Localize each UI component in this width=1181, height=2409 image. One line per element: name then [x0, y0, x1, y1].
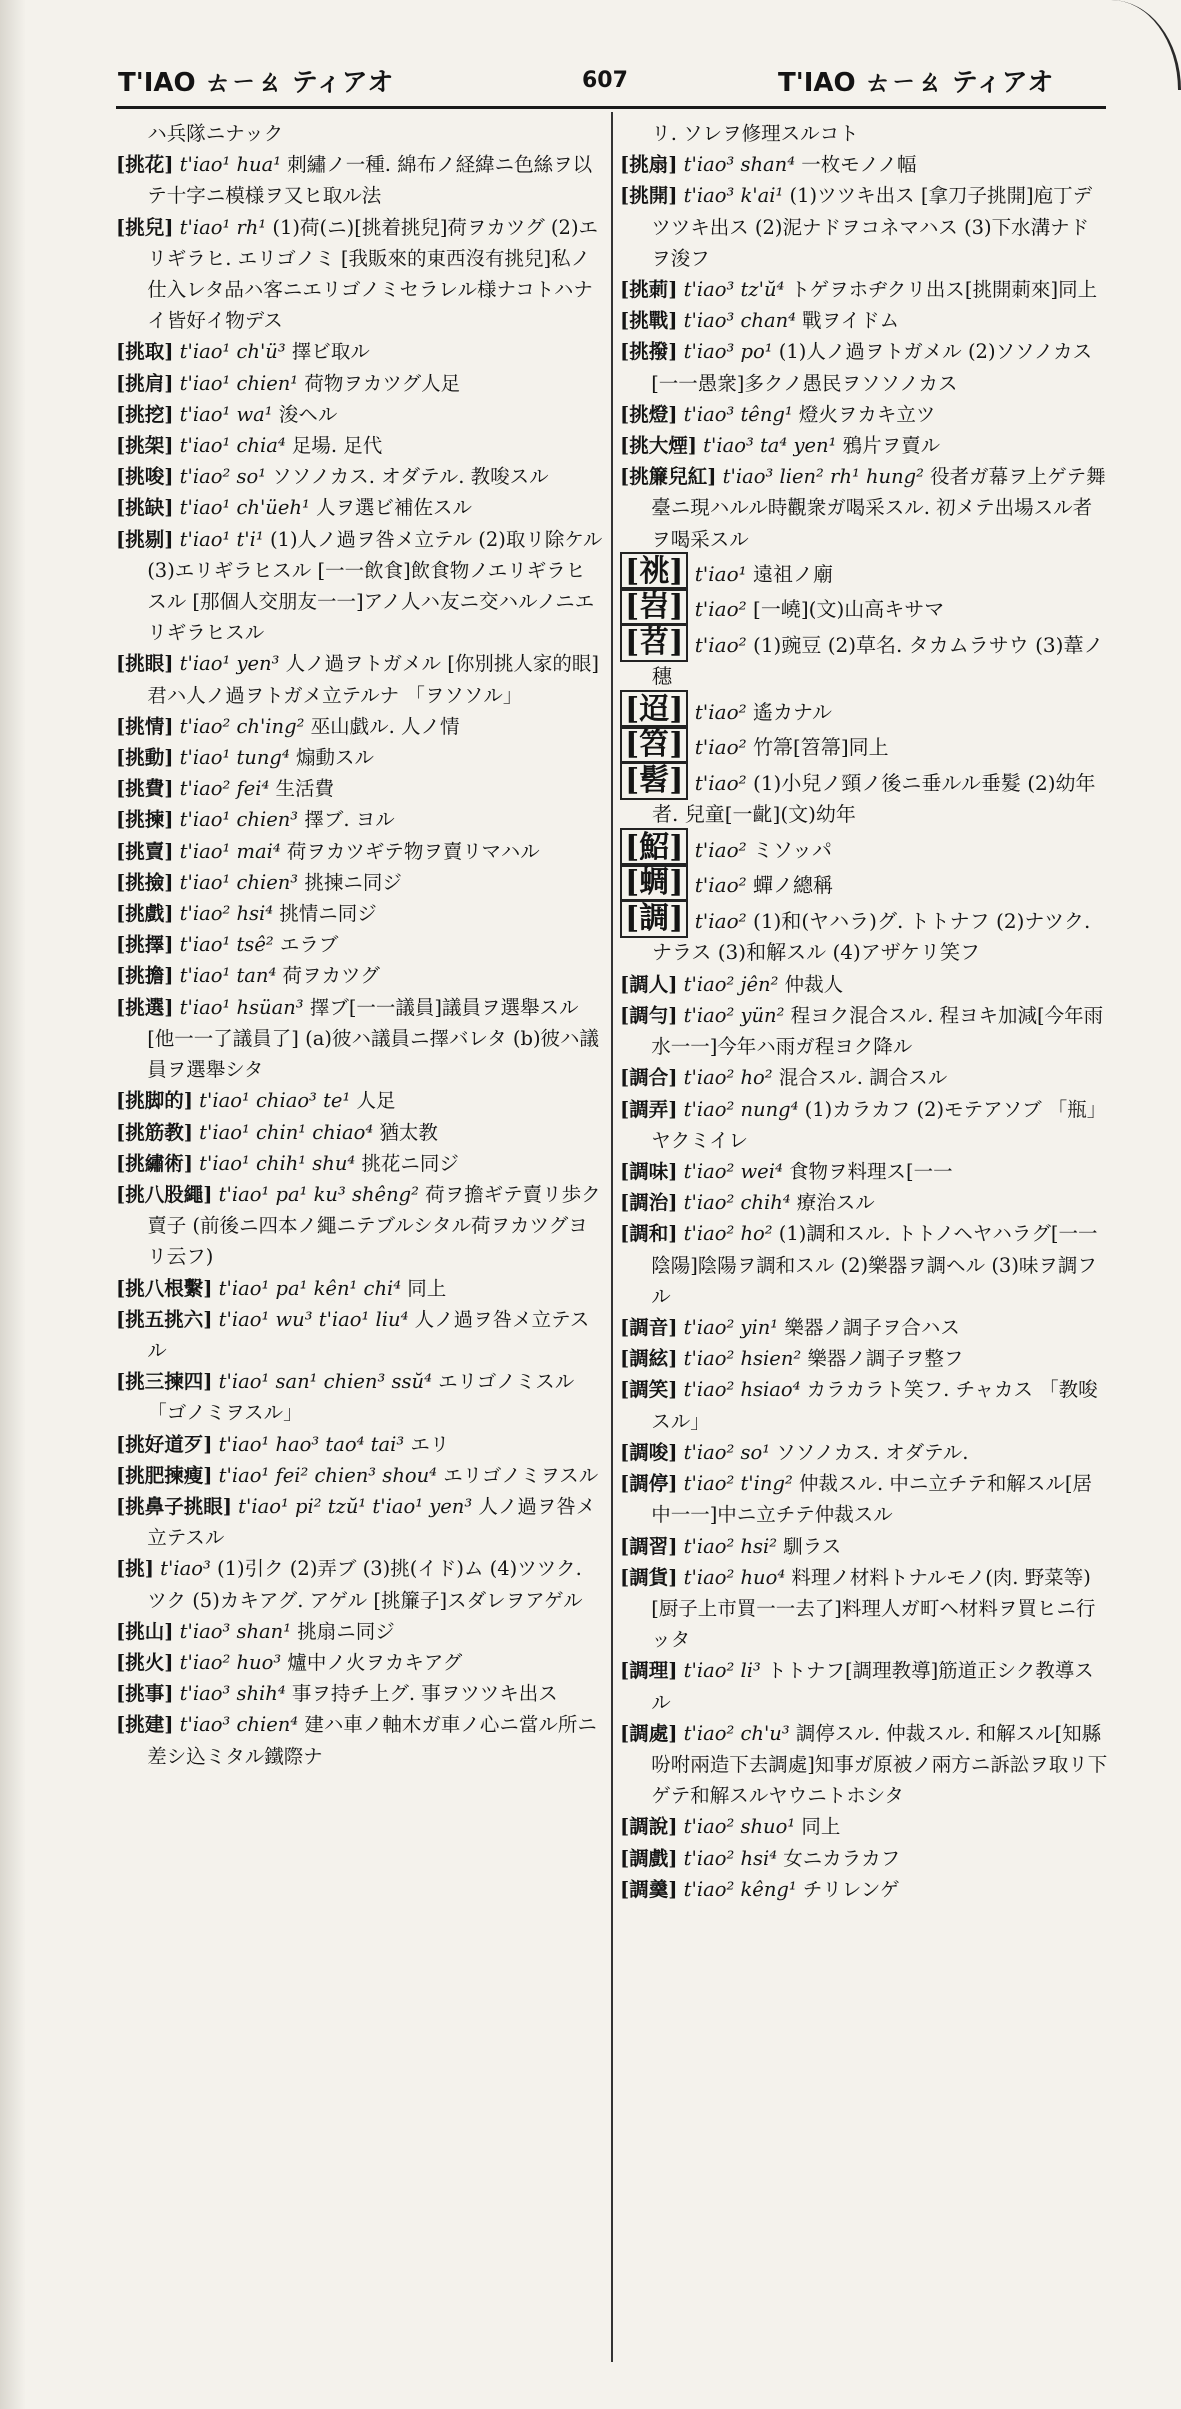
dictionary-entry [116, 960, 604, 991]
entry-romanization: t'iao¹ t'i¹ [179, 527, 264, 551]
entry-romanization: t'iao³ shan¹ [179, 1619, 292, 1643]
entry-headword: [調羹] [620, 1877, 678, 1901]
entry-romanization: t'iao¹ rh¹ [179, 215, 267, 239]
entry-headword: [挑筋教] [116, 1120, 193, 1144]
entry-gloss: 蟬ノ總稱 [753, 873, 834, 898]
entry-continuation: ハ兵隊ニナック [147, 122, 284, 145]
dictionary-entry [620, 1655, 1108, 1717]
dictionary-entry [116, 524, 604, 649]
entry-headword: [挑簾兒紅] [620, 465, 717, 489]
dictionary-entry [116, 492, 604, 523]
entry-romanization: t'iao³ chan⁴ [683, 309, 796, 333]
dictionary-entry [620, 1531, 1108, 1562]
entry-headword: [調說] [620, 1815, 678, 1839]
dictionary-entry [620, 180, 1108, 274]
dictionary-entry [116, 1647, 604, 1678]
entry-gloss: 生活費 [275, 777, 335, 801]
entry-gloss: 人足 [356, 1089, 396, 1113]
entry-headword: [挑開] [620, 184, 678, 208]
entry-gloss: 挑情ニ同ジ [279, 902, 377, 926]
entry-gloss: 一枚モノノ幅 [801, 153, 917, 177]
entry-romanization: t'iao¹ tan⁴ [179, 964, 277, 988]
entry-romanization: t'iao³ lien² rh¹ hung² [722, 465, 924, 489]
entry-headword: [挑缺] [116, 496, 174, 520]
entry-gloss: 爐中ノ火ヲカキアグ [287, 1650, 463, 1674]
entry-gloss: 遙カナル [753, 699, 833, 724]
entry-gloss: 巫山戯ル. 人ノ情 [310, 714, 460, 738]
entry-gloss: 遠祖ノ廟 [753, 561, 834, 586]
entry-gloss: トトナフ[調理教導]筋道正シク教導スル [651, 1659, 1094, 1714]
entry-headword: [挑肩] [116, 371, 174, 395]
entry-romanization: t'iao¹ chien³ [179, 808, 299, 832]
page-number: 607 [582, 68, 628, 93]
dictionary-entry [620, 693, 1108, 729]
entry-gloss: 事ヲ持チ上グ. 事ヲツツキ出ス [291, 1682, 558, 1706]
header-rule [116, 106, 1106, 109]
entry-gloss: 荷ヲ擔ギテ賣リ歩ク賣子 (前後ニ四本ノ繩ニテブルシタル荷ヲカツグヨリ云フ) [147, 1182, 601, 1269]
entry-romanization: t'iao² [694, 837, 747, 862]
entry-headword: [挑八根繫] [116, 1276, 213, 1300]
entry-gloss: 荷物ヲカツグ人足 [304, 371, 461, 395]
dictionary-entry [116, 898, 604, 929]
entry-headword: [挑擇] [116, 933, 174, 957]
entry-gloss: 同上 [407, 1276, 447, 1300]
entry-romanization: t'iao² ho² [683, 1222, 773, 1246]
entry-romanization: t'iao³ k'ai¹ [683, 184, 784, 208]
entry-headword: [調唆] [620, 1440, 678, 1464]
entry-gloss: チリレンゲ [802, 1877, 900, 1901]
entry-gloss: 役者ガ幕ヲ上ゲテ舞臺ニ現ハルル時觀衆ガ喝采スル. 初メテ出場スル者ヲ喝采スル [651, 465, 1106, 551]
entry-romanization: t'iao² ho² [683, 1066, 773, 1090]
entry-headword: [挑肥揀瘦] [116, 1463, 213, 1487]
entry-headword: [挑選] [116, 995, 174, 1019]
dictionary-entry [620, 1343, 1108, 1374]
dictionary-entry [620, 1312, 1108, 1343]
entry-romanization: t'iao¹ chien³ [179, 870, 299, 894]
right-column [620, 118, 1108, 1905]
entry-headword: [挑扇] [620, 153, 678, 177]
entry-headword: [挑兒] [116, 215, 174, 239]
entry-headword: [挑花] [116, 153, 174, 177]
dictionary-entry [620, 902, 1108, 969]
entry-headword: [調弄] [620, 1097, 678, 1121]
entry-gloss: (1)カラカフ (2)モテアソブ 「瓶」ヤクミイレ [651, 1097, 1107, 1152]
entry-gloss: エリ [410, 1432, 450, 1456]
entry-romanization: t'iao¹ wa¹ [179, 402, 273, 426]
entry-headword: [挑莿] [620, 278, 678, 302]
entry-headword: [調笑] [620, 1378, 678, 1402]
entry-headword: [挑戲] [116, 902, 174, 926]
entry-headword: [調理] [620, 1659, 678, 1683]
entry-gloss: (1)豌豆 (2)草名. タカムラサウ (3)葦ノ穗 [652, 632, 1104, 689]
dictionary-entry [620, 831, 1108, 867]
dictionary-entry [116, 742, 604, 773]
entry-headword: [挑好道歹] [116, 1432, 213, 1456]
entry-gloss: トゲヲホヂクリ出ス[挑開莿來]同上 [790, 278, 1098, 302]
entry-romanization: t'iao² yin¹ [683, 1316, 779, 1340]
entry-gloss: 荷ヲカツギテ物ヲ賣リマハル [286, 839, 540, 863]
entry-romanization: t'iao² so¹ [179, 465, 267, 489]
dictionary-entry [620, 274, 1108, 305]
dictionary-entry [116, 1148, 604, 1179]
dictionary-entry [116, 804, 604, 835]
entry-gloss: 刺繡ノ一種. 綿布ノ経緯ニ色絲ヲ以テ十字ニ模様ヲ又ヒ取ル法 [147, 153, 593, 208]
entry-gloss: 猶太教 [379, 1120, 438, 1144]
entry-headword: [鮉] [620, 828, 688, 867]
dictionary-entry [116, 1304, 604, 1366]
entry-gloss: 足場. 足代 [291, 434, 383, 458]
entry-headword: [挑脚的] [116, 1089, 193, 1113]
entry-headword: [祧] [620, 552, 688, 591]
dictionary-entry [620, 1718, 1108, 1812]
entry-romanization: t'iao¹ pi² tzŭ¹ t'iao¹ yen³ [238, 1494, 473, 1518]
entry-gloss: 挑花ニ同ジ [361, 1151, 459, 1175]
entry-romanization: t'iao¹ chih¹ shu⁴ [199, 1151, 356, 1175]
entry-gloss: 女ニカラカフ [783, 1846, 901, 1870]
entry-gloss: 人ヲ選ビ補佐スル [316, 496, 473, 520]
entry-headword: [挑唆] [116, 465, 174, 489]
entry-headword: [挑山] [116, 1619, 174, 1643]
page-binding-shadow [0, 0, 26, 2409]
entry-romanization: t'iao¹ [694, 561, 747, 586]
entry-romanization: t'iao² huo⁴ [683, 1565, 786, 1589]
dictionary-entry [116, 336, 604, 367]
dictionary-entry [116, 929, 604, 960]
entry-romanization: t'iao³ têng¹ [683, 402, 793, 426]
entry-gloss: [一嶢](文)山高キサマ [753, 597, 945, 622]
left-column [116, 118, 604, 1772]
entry-gloss: 混合スル. 調合スル [778, 1066, 948, 1090]
entry-headword: [挑撥] [620, 340, 678, 364]
entry-gloss: (1)調和スル. トトノヘヤハラグ[一一陰陽]陰陽ヲ調和スル (2)樂器ヲ調ヘル (3)味ヲ調フル [651, 1222, 1098, 1308]
entry-headword: [調貨] [620, 1565, 678, 1589]
dictionary-entry [116, 368, 604, 399]
entry-romanization: t'iao² [694, 632, 747, 657]
entry-gloss: エリゴノミスル 「ゴノミヲスル」 [147, 1370, 575, 1425]
dictionary-entry [116, 1709, 604, 1771]
entry-gloss: 鴉片ヲ賣ル [842, 434, 941, 458]
entry-romanization: t'iao² kêng¹ [683, 1877, 797, 1901]
entry-romanization: t'iao¹ fei² chien³ shou⁴ [218, 1463, 437, 1487]
entry-headword: [調勻] [620, 1004, 678, 1028]
entry-headword: [挑三揀四] [116, 1370, 213, 1394]
entry-headword: [挑大煙] [620, 434, 697, 458]
entry-romanization: t'iao² wei⁴ [683, 1160, 783, 1184]
dictionary-entry [620, 1094, 1108, 1156]
entry-romanization: t'iao² ch'ing² [179, 714, 305, 738]
entry-romanization: t'iao¹ chin¹ chiao⁴ [199, 1120, 374, 1144]
entry-gloss: カラカラト笑フ. チャカス 「教唆スル」 [651, 1378, 1098, 1433]
entry-romanization: t'iao² fei⁴ [179, 777, 270, 801]
entry-headword: [挑取] [116, 340, 174, 364]
entry-gloss: 浚ヘル [278, 402, 338, 426]
entry-continuation: リ. ソレヲ修理スルコト [651, 122, 859, 145]
entry-gloss: 建ハ車ノ軸木ガ車ノ心ニ當ル所ニ差シ込ミタル鐵際ナ [147, 1713, 597, 1768]
entry-gloss: 仲裁人 [784, 972, 844, 996]
entry-romanization: t'iao¹ san¹ chien³ ssŭ⁴ [218, 1370, 432, 1394]
dictionary-entry [116, 1553, 604, 1615]
entry-romanization: t'iao¹ yen³ [179, 652, 280, 676]
dictionary-entry [116, 836, 604, 867]
entry-gloss: 仲裁スル. 中ニ立チテ和解スル[居中一一]中ニ立チテ仲裁スル [651, 1472, 1092, 1527]
entry-romanization: t'iao² hsien² [683, 1347, 802, 1371]
entry-romanization: t'iao² hsi⁴ [179, 902, 274, 926]
dictionary-entry [116, 212, 604, 337]
entry-headword: [挑剔] [116, 527, 174, 551]
dictionary-entry [620, 1843, 1108, 1874]
entry-romanization: t'iao¹ ch'üeh¹ [179, 496, 310, 520]
dictionary-entry [116, 1678, 604, 1709]
dictionary-entry [620, 1156, 1108, 1187]
entry-headword: [挑費] [116, 777, 174, 801]
dictionary-entry [620, 336, 1108, 398]
dictionary-entry [620, 1811, 1108, 1842]
entry-romanization: t'iao² [694, 735, 747, 760]
entry-romanization: t'iao² ch'u³ [683, 1721, 790, 1745]
entry-romanization: t'iao¹ wu³ t'iao¹ liu⁴ [218, 1307, 409, 1331]
entry-romanization: t'iao² nung⁴ [683, 1097, 799, 1121]
dictionary-entry [620, 555, 1108, 591]
entry-gloss: エラブ [279, 933, 339, 957]
dictionary-entry [116, 648, 604, 710]
entry-headword: [挑架] [116, 434, 174, 458]
entry-headword: [岧] [620, 587, 688, 626]
dictionary-entry [116, 711, 604, 742]
dictionary-entry [116, 1117, 604, 1148]
dictionary-entry [620, 1000, 1108, 1062]
entry-romanization: t'iao² yün² [683, 1004, 785, 1028]
entry-headword: [挑燈] [620, 402, 678, 426]
entry-headword: [挑擔] [116, 964, 174, 988]
dictionary-entry [620, 1437, 1108, 1468]
dictionary-entry [620, 969, 1108, 1000]
entry-gloss: (1)人ノ過ヲ咎メ立テル (2)取リ除ケル (3)エリギラヒスル [一一飲食]飲食物ノエリギラヒスル [那個人交朋友一一]アノ人ハ友ニ交ハルノニエリギラヒスル [147, 527, 603, 645]
entry-gloss: 煽動スル [295, 746, 374, 770]
entry-headword: [調停] [620, 1472, 678, 1496]
entry-gloss: 挑揀ニ同ジ [304, 870, 402, 894]
entry-romanization: t'iao³ shih⁴ [179, 1682, 286, 1706]
entry-headword: [挑繡術] [116, 1151, 193, 1175]
dictionary-entry [116, 1429, 604, 1460]
dictionary-entry [116, 1273, 604, 1304]
entry-gloss: ソソノカス. オダテル. [776, 1440, 969, 1464]
entry-romanization: t'iao² [694, 699, 747, 724]
dictionary-entry [620, 764, 1108, 831]
entry-romanization: t'iao¹ mai⁴ [179, 839, 281, 863]
dictionary-entry [620, 626, 1108, 693]
dictionary-entry [620, 728, 1108, 764]
entry-gloss: (1)人ノ過ヲトガメル (2)ソソノカス[一一愚衆]多クノ愚民ヲソソノカス [651, 340, 1093, 395]
entry-headword: [苕] [620, 623, 688, 662]
dictionary-entry [116, 1616, 604, 1647]
entry-gloss: (1)小兒ノ頸ノ後ニ垂ルル垂髮 (2)幼年者. 兒童[一齔](文)幼年 [652, 770, 1096, 827]
entry-gloss: 荷ヲカツグ [282, 964, 380, 988]
entry-gloss: ソソノカス. オダテル. 教唆スル [272, 465, 549, 489]
entry-headword: [挑挖] [116, 402, 174, 426]
entry-romanization: t'iao¹ chia⁴ [179, 434, 286, 458]
dictionary-entry [620, 1874, 1108, 1905]
entry-headword: [調絃] [620, 1347, 678, 1371]
entry-gloss: ミソッパ [753, 837, 833, 862]
dictionary-entry [620, 1374, 1108, 1436]
entry-romanization: t'iao³ po¹ [683, 340, 773, 364]
dictionary-entry [116, 1085, 604, 1116]
entry-gloss: 樂器ノ調子ヲ整フ [807, 1347, 964, 1371]
entry-headword: [挑動] [116, 746, 174, 770]
entry-headword: [調治] [620, 1191, 678, 1215]
entry-headword: [調處] [620, 1721, 678, 1745]
entry-romanization: t'iao¹ ch'ü³ [179, 340, 286, 364]
entry-headword: [調和] [620, 1222, 678, 1246]
entry-headword: [挑撿] [116, 870, 174, 894]
dictionary-entry [620, 866, 1108, 902]
column-divider [611, 112, 613, 2362]
entry-headword: [調習] [620, 1534, 678, 1558]
entry-headword: [挑八股繩] [116, 1182, 213, 1206]
entry-romanization: t'iao¹ tsê² [179, 933, 274, 957]
running-head-left: T'IAO ㄊㄧㄠ ティアオ [118, 68, 394, 98]
entry-romanization: t'iao¹ chiao³ te¹ [199, 1089, 351, 1113]
entry-headword: [挑鼻子挑眼] [116, 1494, 232, 1518]
entry-romanization: t'iao² huo³ [179, 1650, 282, 1674]
page-header [0, 0, 1181, 110]
entry-headword: [挑眼] [116, 652, 174, 676]
entry-gloss: 人ノ過ヲトガメル [你別挑人家的眼]君ハ人ノ過ヲトガメ立テルナ 「ヲソソル」 [147, 652, 599, 707]
dictionary-entry [116, 1179, 604, 1273]
entry-gloss: 燈火ヲカキ立ツ [798, 402, 936, 426]
entry-gloss: 同上 [801, 1815, 841, 1839]
entry-headword: [笤] [620, 725, 688, 764]
entry-romanization: t'iao¹ pa¹ ku³ shêng² [218, 1182, 419, 1206]
dictionary-entry [116, 773, 604, 804]
entry-romanization: t'iao² shuo¹ [683, 1815, 796, 1839]
entry-gloss: (1)荷(ニ)[挑着挑兒]荷ヲカツグ (2)エリギラヒ. エリゴノミ [我販來的東西沒有挑兒]私ノ仕入レタ品ハ客ニエリゴノミセラレル様ナコトハナイ皆好イ物デス [147, 215, 599, 333]
entry-headword: [挑] [116, 1557, 154, 1581]
entry-gloss: 料理ノ材料トナルモノ(肉. 野菜等)[厨子上市買一一去了]料理人ガ町ヘ材料ヲ買ヒニ行ッタ [651, 1565, 1096, 1652]
entry-headword: [調合] [620, 1066, 678, 1090]
entry-headword: [蜩] [620, 863, 688, 902]
entry-gloss: 擇ブ. ヨル [304, 808, 395, 832]
entry-romanization: t'iao² [694, 770, 747, 795]
entry-romanization: t'iao¹ hao³ tao⁴ tai³ [218, 1432, 405, 1456]
entry-headword: [挑五挑六] [116, 1307, 213, 1331]
entry-headword: [調戲] [620, 1846, 678, 1870]
entry-gloss: 馴ラス [783, 1534, 842, 1558]
entry-gloss: 戰ヲイドム [802, 309, 900, 333]
entry-romanization: t'iao² hsi⁴ [683, 1846, 778, 1870]
entry-romanization: t'iao¹ tung⁴ [179, 746, 290, 770]
entry-headword: [迢] [620, 690, 688, 729]
entry-headword: [挑火] [116, 1650, 174, 1674]
entry-romanization: t'iao² [694, 873, 747, 898]
entry-romanization: t'iao³ shan⁴ [683, 153, 796, 177]
entry-romanization: t'iao³ [160, 1557, 211, 1581]
dictionary-entry [620, 149, 1108, 180]
entry-romanization: t'iao¹ hua¹ [179, 153, 282, 177]
dictionary-entry [116, 1366, 604, 1428]
entry-romanization: t'iao³ ta⁴ yen¹ [703, 434, 837, 458]
entry-gloss: (1)和(ヤハラ)グ. トトナフ (2)ナツク. ナラス (3)和解スル (4)アザケリ笑フ [652, 908, 1091, 965]
entry-gloss: エリゴノミヲスル [443, 1463, 599, 1487]
dictionary-entry [116, 1460, 604, 1491]
entry-romanization: t'iao² so¹ [683, 1440, 771, 1464]
entry-gloss: 療治スル [796, 1191, 875, 1215]
entry-headword: [調] [620, 899, 688, 938]
dictionary-entry [116, 430, 604, 461]
entry-romanization: t'iao² jên² [683, 972, 779, 996]
dictionary-entry [620, 430, 1108, 461]
entry-romanization: t'iao¹ pa¹ kên¹ chi⁴ [218, 1276, 402, 1300]
entry-gloss: 程ヨク混合スル. 程ヨキ加減[今年雨水一一]今年ハ雨ガ程ヨク降ル [651, 1004, 1104, 1059]
entry-gloss: 擇ブ[一一議員]議員ヲ選舉スル [他一一了議員了] (a)彼ハ議員ニ擇バレタ (b)彼ハ議員ヲ選舉シタ [147, 995, 600, 1082]
entry-romanization: t'iao² [694, 908, 747, 933]
dictionary-entry [116, 149, 604, 211]
entry-headword: [挑建] [116, 1713, 174, 1737]
entry-headword: [調人] [620, 972, 678, 996]
entry-gloss: 人ノ過ヲ咎メ立テスル [147, 1494, 596, 1550]
running-head-right: T'IAO ㄊㄧㄠ ティアオ [778, 68, 1054, 98]
dictionary-entry [620, 1218, 1108, 1312]
dictionary-entry [116, 1491, 604, 1553]
entry-romanization: t'iao¹ chien¹ [179, 371, 299, 395]
entry-romanization: t'iao² [694, 597, 747, 622]
entry-gloss: 竹箒[笤箒]同上 [753, 735, 889, 760]
entry-headword: [挑事] [116, 1682, 174, 1706]
dictionary-entry [620, 399, 1108, 430]
dictionary-entry [116, 867, 604, 898]
entry-headword: [挑賣] [116, 839, 174, 863]
entry-romanization: t'iao¹ hsüan³ [179, 995, 304, 1019]
entry-romanization: t'iao³ tz'ŭ⁴ [683, 278, 785, 302]
entry-headword: [挑情] [116, 714, 174, 738]
dictionary-entry [620, 1468, 1108, 1530]
dictionary-entry [620, 461, 1108, 555]
entry-headword: [調味] [620, 1160, 678, 1184]
entry-romanization: t'iao³ chien⁴ [179, 1713, 299, 1737]
entry-headword: [挑戰] [620, 309, 678, 333]
entry-gloss: (1)引ク (2)弄ブ (3)挑(イド)ム (4)ツツク. ツク (5)カキアグ. アゲル [挑簾子]スダレヲアゲル [147, 1557, 583, 1612]
entry-romanization: t'iao² chih⁴ [683, 1191, 791, 1215]
entry-gloss: 擇ビ取ル [291, 340, 370, 364]
entry-gloss: (1)ツツキ出ス [拿刀子挑開]庖丁デツツキ出ス (2)泥ナドヲコネマハス (3)下水溝ナドヲ浚フ [651, 184, 1093, 270]
entry-gloss: 樂器ノ調子ヲ合ハス [784, 1316, 960, 1340]
entry-gloss: 食物ヲ料理ス[一一 [788, 1160, 953, 1184]
entry-romanization: t'iao² t'ing² [683, 1472, 793, 1496]
dictionary-entry [620, 590, 1108, 626]
dictionary-entry [620, 305, 1108, 336]
entry-gloss: 調停スル. 仲裁スル. 和解スル[知縣吩咐兩造下去調處]知事ガ原被ノ兩方ニ訴訟ヲ取リ下ゲテ和解スルヤウニトホシタ [651, 1721, 1108, 1808]
dictionary-entry [116, 399, 604, 430]
entry-headword: [調音] [620, 1316, 678, 1340]
entry-headword: [髫] [620, 761, 688, 800]
dictionary-entry [116, 992, 604, 1086]
entry-gloss: 人ノ過ヲ咎メ立テスル [147, 1307, 590, 1362]
entry-romanization: t'iao² hsiao⁴ [683, 1378, 801, 1402]
dictionary-entry [116, 461, 604, 492]
dictionary-entry [620, 1062, 1108, 1093]
entry-romanization: t'iao² hsi² [683, 1534, 778, 1558]
entry-headword: [挑揀] [116, 808, 174, 832]
dictionary-entry [620, 1187, 1108, 1218]
dictionary-entry [620, 1562, 1108, 1656]
entry-gloss: 挑扇ニ同ジ [297, 1619, 395, 1643]
entry-romanization: t'iao² li³ [683, 1659, 761, 1683]
